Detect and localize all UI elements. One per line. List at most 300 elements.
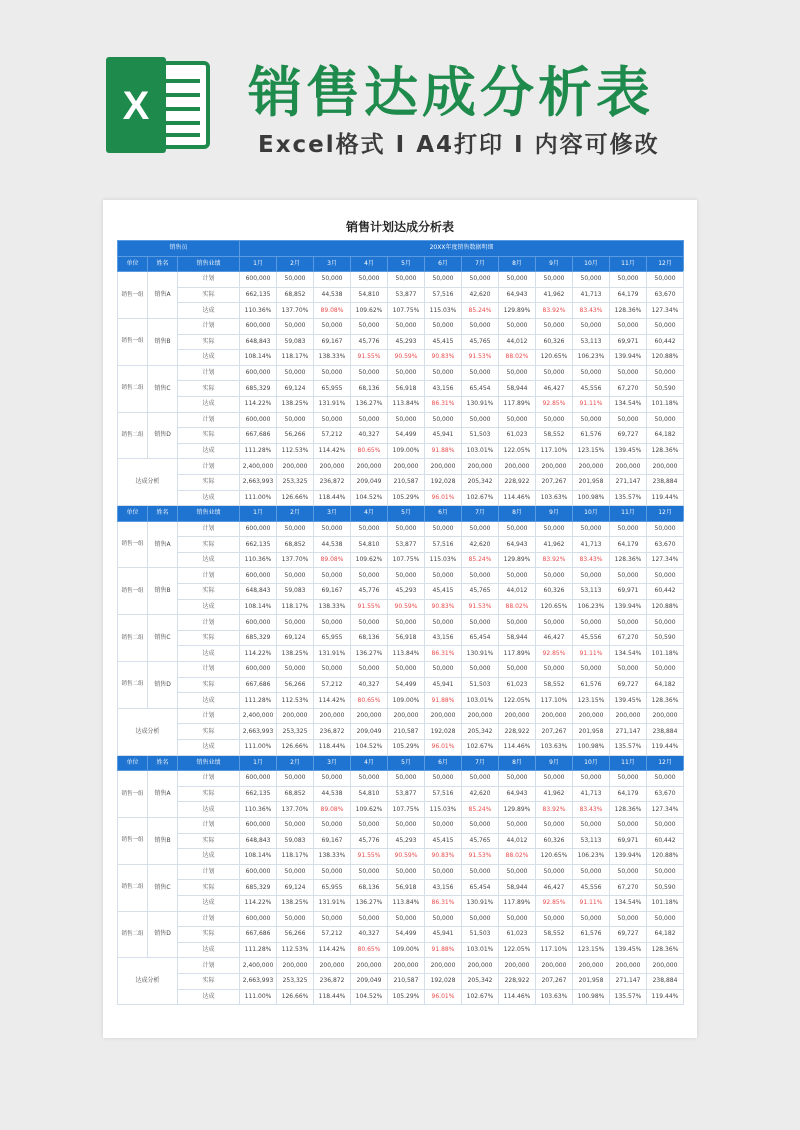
value-cell: 200,000 <box>573 958 610 974</box>
table-row <box>118 287 684 303</box>
value-cell: 54,810 <box>351 786 388 802</box>
achievement-cell: 111.00% <box>240 740 277 756</box>
achievement-cell: 96.01% <box>425 740 462 756</box>
achievement-cell: 100.98% <box>573 490 610 506</box>
value-cell: 210,587 <box>388 474 425 490</box>
value-cell: 50,000 <box>462 521 499 537</box>
metric-label: 实际 <box>178 630 240 646</box>
metric-label: 达成 <box>178 740 240 756</box>
value-cell: 68,136 <box>351 880 388 896</box>
value-cell: 50,000 <box>388 365 425 381</box>
value-cell: 201,958 <box>573 973 610 989</box>
table-row <box>118 989 684 1005</box>
metric-label: 计划 <box>178 521 240 537</box>
value-cell: 50,000 <box>462 771 499 787</box>
top-header-row <box>118 241 684 257</box>
value-cell: 68,136 <box>351 381 388 397</box>
achievement-cell: 126.66% <box>277 740 314 756</box>
value-cell: 200,000 <box>277 958 314 974</box>
value-cell: 50,000 <box>536 864 573 880</box>
name-cell: 销售D <box>148 662 178 709</box>
value-cell: 50,000 <box>573 864 610 880</box>
value-cell: 200,000 <box>351 708 388 724</box>
value-cell: 60,326 <box>536 833 573 849</box>
value-cell: 58,552 <box>536 677 573 693</box>
value-cell: 50,000 <box>536 817 573 833</box>
value-cell: 64,179 <box>610 786 647 802</box>
achievement-cell: 128.36% <box>610 802 647 818</box>
value-cell: 200,000 <box>351 958 388 974</box>
achievement-cell: 127.34% <box>647 552 684 568</box>
column-header: 1月 <box>240 755 277 771</box>
table-row <box>118 802 684 818</box>
column-header: 8月 <box>499 256 536 272</box>
achievement-cell: 135.57% <box>610 740 647 756</box>
value-cell: 46,427 <box>536 381 573 397</box>
value-cell: 50,000 <box>610 771 647 787</box>
value-cell: 57,516 <box>425 287 462 303</box>
unit-cell: 销售一组 <box>118 817 148 864</box>
achievement-cell: 86.31% <box>425 895 462 911</box>
achievement-cell: 117.89% <box>499 396 536 412</box>
value-cell: 56,918 <box>388 880 425 896</box>
value-cell: 600,000 <box>240 412 277 428</box>
value-cell: 50,000 <box>425 817 462 833</box>
column-header: 3月 <box>314 256 351 272</box>
table-row <box>118 599 684 615</box>
metric-label: 实际 <box>178 584 240 600</box>
value-cell: 201,958 <box>573 474 610 490</box>
achievement-cell: 119.44% <box>647 989 684 1005</box>
value-cell: 50,000 <box>647 662 684 678</box>
metric-label: 达成 <box>178 350 240 366</box>
achievement-cell: 91.53% <box>462 599 499 615</box>
achievement-cell: 136.27% <box>351 895 388 911</box>
name-cell: 销售A <box>148 272 178 319</box>
value-cell: 238,884 <box>647 474 684 490</box>
table-row <box>118 568 684 584</box>
value-cell: 600,000 <box>240 365 277 381</box>
value-cell: 50,000 <box>573 911 610 927</box>
value-cell: 662,135 <box>240 287 277 303</box>
achievement-cell: 120.88% <box>647 350 684 366</box>
value-cell: 45,415 <box>425 833 462 849</box>
metric-label: 实际 <box>178 724 240 740</box>
value-cell: 50,000 <box>277 318 314 334</box>
value-cell: 200,000 <box>647 708 684 724</box>
column-header: 11月 <box>610 755 647 771</box>
value-cell: 201,958 <box>573 724 610 740</box>
value-cell: 50,000 <box>499 771 536 787</box>
value-cell: 50,000 <box>314 662 351 678</box>
value-cell: 60,442 <box>647 334 684 350</box>
value-cell: 50,000 <box>573 817 610 833</box>
value-cell: 68,852 <box>277 537 314 553</box>
metric-label: 实际 <box>178 428 240 444</box>
value-cell: 200,000 <box>388 958 425 974</box>
name-cell: 销售C <box>148 864 178 911</box>
column-header: 销售业绩 <box>178 256 240 272</box>
table-row <box>118 880 684 896</box>
value-cell: 59,083 <box>277 833 314 849</box>
achievement-cell: 123.15% <box>573 942 610 958</box>
value-cell: 50,000 <box>573 662 610 678</box>
value-cell: 50,000 <box>314 521 351 537</box>
achievement-cell: 114.22% <box>240 646 277 662</box>
achievement-cell: 112.53% <box>277 942 314 958</box>
value-cell: 65,955 <box>314 880 351 896</box>
value-cell: 50,000 <box>499 365 536 381</box>
achievement-cell: 134.54% <box>610 646 647 662</box>
salesperson-header: 销售员 <box>118 241 240 257</box>
value-cell: 50,000 <box>425 365 462 381</box>
value-cell: 40,327 <box>351 428 388 444</box>
value-cell: 2,663,993 <box>240 973 277 989</box>
value-cell: 200,000 <box>314 958 351 974</box>
achievement-cell: 114.22% <box>240 895 277 911</box>
achievement-cell: 83.43% <box>573 552 610 568</box>
value-cell: 50,000 <box>462 272 499 288</box>
metric-label: 实际 <box>178 833 240 849</box>
value-cell: 58,944 <box>499 630 536 646</box>
achievement-cell: 130.91% <box>462 396 499 412</box>
value-cell: 200,000 <box>351 459 388 475</box>
value-cell: 50,000 <box>573 365 610 381</box>
value-cell: 50,000 <box>351 662 388 678</box>
value-cell: 192,028 <box>425 973 462 989</box>
value-cell: 50,000 <box>388 864 425 880</box>
column-header: 2月 <box>277 755 314 771</box>
value-cell: 50,000 <box>462 864 499 880</box>
svg-text:X: X <box>122 84 150 128</box>
table-row <box>118 677 684 693</box>
metric-label: 计划 <box>178 911 240 927</box>
column-header: 姓名 <box>148 755 178 771</box>
value-cell: 667,686 <box>240 677 277 693</box>
value-cell: 2,400,000 <box>240 459 277 475</box>
value-cell: 253,325 <box>277 724 314 740</box>
value-cell: 64,179 <box>610 537 647 553</box>
value-cell: 50,000 <box>314 771 351 787</box>
achievement-cell: 110.36% <box>240 303 277 319</box>
achievement-cell: 107.75% <box>388 802 425 818</box>
value-cell: 45,776 <box>351 334 388 350</box>
achievement-cell: 104.52% <box>351 989 388 1005</box>
table-row <box>118 833 684 849</box>
table-row <box>118 817 684 833</box>
achievement-cell: 135.57% <box>610 989 647 1005</box>
value-cell: 50,000 <box>425 771 462 787</box>
metric-label: 计划 <box>178 365 240 381</box>
value-cell: 2,400,000 <box>240 958 277 974</box>
achievement-cell: 130.91% <box>462 895 499 911</box>
achievement-cell: 102.67% <box>462 740 499 756</box>
value-cell: 271,147 <box>610 724 647 740</box>
value-cell: 600,000 <box>240 911 277 927</box>
achievement-cell: 90.59% <box>388 849 425 865</box>
column-header: 单位 <box>118 256 148 272</box>
metric-label: 达成 <box>178 303 240 319</box>
column-header: 7月 <box>462 506 499 522</box>
value-cell: 69,167 <box>314 584 351 600</box>
value-cell: 41,713 <box>573 537 610 553</box>
achievement-cell: 139.94% <box>610 849 647 865</box>
column-header: 单位 <box>118 506 148 522</box>
metric-label: 达成 <box>178 942 240 958</box>
value-cell: 50,000 <box>314 864 351 880</box>
value-cell: 200,000 <box>314 708 351 724</box>
value-cell: 50,000 <box>536 272 573 288</box>
achievement-cell: 119.44% <box>647 740 684 756</box>
value-cell: 45,293 <box>388 833 425 849</box>
value-cell: 667,686 <box>240 428 277 444</box>
value-cell: 50,000 <box>647 568 684 584</box>
achievement-cell: 128.36% <box>647 443 684 459</box>
metric-label: 计划 <box>178 459 240 475</box>
achievement-cell: 100.98% <box>573 740 610 756</box>
achievement-cell: 90.83% <box>425 849 462 865</box>
value-cell: 44,012 <box>499 833 536 849</box>
value-cell: 50,000 <box>536 615 573 631</box>
achievement-cell: 109.00% <box>388 942 425 958</box>
value-cell: 68,852 <box>277 786 314 802</box>
value-cell: 50,000 <box>610 365 647 381</box>
metric-label: 实际 <box>178 927 240 943</box>
value-cell: 50,000 <box>462 318 499 334</box>
value-cell: 43,156 <box>425 381 462 397</box>
achievement-cell: 105.29% <box>388 989 425 1005</box>
value-cell: 50,000 <box>499 272 536 288</box>
value-cell: 65,454 <box>462 630 499 646</box>
value-cell: 667,686 <box>240 927 277 943</box>
value-cell: 50,000 <box>536 318 573 334</box>
value-cell: 236,872 <box>314 474 351 490</box>
metric-label: 达成 <box>178 646 240 662</box>
achievement-cell: 92.85% <box>536 396 573 412</box>
value-cell: 600,000 <box>240 817 277 833</box>
value-cell: 50,000 <box>610 568 647 584</box>
table-row <box>118 646 684 662</box>
value-cell: 57,516 <box>425 537 462 553</box>
achievement-cell: 104.52% <box>351 490 388 506</box>
value-cell: 662,135 <box>240 786 277 802</box>
table-row <box>118 724 684 740</box>
achievement-cell: 113.84% <box>388 396 425 412</box>
value-cell: 50,000 <box>499 864 536 880</box>
achievement-cell: 108.14% <box>240 599 277 615</box>
achievement-cell: 103.01% <box>462 443 499 459</box>
value-cell: 61,023 <box>499 428 536 444</box>
table-row <box>118 474 684 490</box>
summary-label-cell: 达成分析 <box>118 708 178 755</box>
value-cell: 192,028 <box>425 724 462 740</box>
metric-label: 计划 <box>178 615 240 631</box>
value-cell: 50,000 <box>425 662 462 678</box>
achievement-cell: 96.01% <box>425 989 462 1005</box>
value-cell: 50,000 <box>647 272 684 288</box>
value-cell: 50,000 <box>573 521 610 537</box>
value-cell: 600,000 <box>240 864 277 880</box>
achievement-cell: 100.98% <box>573 989 610 1005</box>
achievement-cell: 101.18% <box>647 646 684 662</box>
value-cell: 46,427 <box>536 630 573 646</box>
achievement-cell: 118.44% <box>314 740 351 756</box>
table-row <box>118 459 684 475</box>
metric-label: 计划 <box>178 708 240 724</box>
column-header: 10月 <box>573 256 610 272</box>
achievement-cell: 112.53% <box>277 693 314 709</box>
value-cell: 50,000 <box>499 662 536 678</box>
metric-label: 实际 <box>178 381 240 397</box>
achievement-cell: 120.65% <box>536 849 573 865</box>
value-cell: 50,000 <box>462 615 499 631</box>
value-cell: 64,182 <box>647 428 684 444</box>
value-cell: 648,843 <box>240 584 277 600</box>
value-cell: 45,941 <box>425 428 462 444</box>
achievement-cell: 115.03% <box>425 552 462 568</box>
value-cell: 238,884 <box>647 973 684 989</box>
achievement-cell: 88.02% <box>499 350 536 366</box>
achievement-cell: 126.66% <box>277 989 314 1005</box>
value-cell: 61,023 <box>499 927 536 943</box>
achievement-cell: 105.29% <box>388 740 425 756</box>
value-cell: 200,000 <box>425 708 462 724</box>
column-header: 7月 <box>462 256 499 272</box>
achievement-cell: 139.45% <box>610 942 647 958</box>
table-row <box>118 662 684 678</box>
value-cell: 207,267 <box>536 474 573 490</box>
table-row <box>118 303 684 319</box>
value-cell: 50,000 <box>314 365 351 381</box>
value-cell: 200,000 <box>277 708 314 724</box>
summary-label-cell: 达成分析 <box>118 958 178 1005</box>
value-cell: 41,962 <box>536 537 573 553</box>
value-cell: 45,776 <box>351 584 388 600</box>
value-cell: 50,000 <box>499 817 536 833</box>
value-cell: 50,000 <box>277 662 314 678</box>
achievement-cell: 83.43% <box>573 303 610 319</box>
value-cell: 57,516 <box>425 786 462 802</box>
value-cell: 50,000 <box>314 412 351 428</box>
achievement-cell: 83.92% <box>536 552 573 568</box>
column-header-row <box>118 755 684 771</box>
value-cell: 50,000 <box>351 365 388 381</box>
achievement-cell: 91.11% <box>573 396 610 412</box>
value-cell: 40,327 <box>351 927 388 943</box>
table-row <box>118 584 684 600</box>
column-header: 12月 <box>647 506 684 522</box>
value-cell: 59,083 <box>277 584 314 600</box>
value-cell: 50,000 <box>499 911 536 927</box>
value-cell: 63,670 <box>647 287 684 303</box>
value-cell: 69,727 <box>610 677 647 693</box>
value-cell: 69,124 <box>277 630 314 646</box>
column-header: 4月 <box>351 256 388 272</box>
value-cell: 69,167 <box>314 334 351 350</box>
value-cell: 236,872 <box>314 724 351 740</box>
unit-cell: 销售二组 <box>118 911 148 958</box>
value-cell: 45,765 <box>462 334 499 350</box>
value-cell: 200,000 <box>610 708 647 724</box>
metric-label: 达成 <box>178 490 240 506</box>
value-cell: 65,454 <box>462 880 499 896</box>
metric-label: 计划 <box>178 318 240 334</box>
metric-label: 实际 <box>178 334 240 350</box>
achievement-cell: 139.45% <box>610 443 647 459</box>
achievement-cell: 138.25% <box>277 895 314 911</box>
value-cell: 200,000 <box>462 708 499 724</box>
value-cell: 50,000 <box>425 568 462 584</box>
metric-label: 实际 <box>178 880 240 896</box>
metric-label: 达成 <box>178 396 240 412</box>
achievement-cell: 111.00% <box>240 989 277 1005</box>
value-cell: 210,587 <box>388 724 425 740</box>
value-cell: 53,113 <box>573 833 610 849</box>
value-cell: 207,267 <box>536 973 573 989</box>
achievement-cell: 91.88% <box>425 942 462 958</box>
achievement-cell: 135.57% <box>610 490 647 506</box>
value-cell: 53,113 <box>573 584 610 600</box>
achievement-cell: 103.01% <box>462 693 499 709</box>
table-row <box>118 537 684 553</box>
achievement-cell: 114.46% <box>499 989 536 1005</box>
value-cell: 200,000 <box>277 459 314 475</box>
value-cell: 63,670 <box>647 786 684 802</box>
banner-subtitle: Excel格式 I A4打印 I 内容可修改 <box>258 132 660 158</box>
metric-label: 达成 <box>178 849 240 865</box>
column-header: 1月 <box>240 506 277 522</box>
value-cell: 44,538 <box>314 287 351 303</box>
achievement-cell: 114.46% <box>499 490 536 506</box>
achievement-cell: 138.25% <box>277 396 314 412</box>
column-header-row <box>118 506 684 522</box>
table-row <box>118 615 684 631</box>
achievement-cell: 138.33% <box>314 350 351 366</box>
achievement-cell: 139.45% <box>610 693 647 709</box>
value-cell: 50,000 <box>573 272 610 288</box>
value-cell: 45,415 <box>425 334 462 350</box>
value-cell: 45,415 <box>425 584 462 600</box>
achievement-cell: 131.91% <box>314 895 351 911</box>
achievement-cell: 102.67% <box>462 989 499 1005</box>
value-cell: 210,587 <box>388 973 425 989</box>
value-cell: 50,000 <box>610 864 647 880</box>
achievement-cell: 111.28% <box>240 942 277 958</box>
value-cell: 69,124 <box>277 381 314 397</box>
value-cell: 50,000 <box>573 615 610 631</box>
column-header: 9月 <box>536 755 573 771</box>
value-cell: 43,156 <box>425 880 462 896</box>
achievement-cell: 136.27% <box>351 396 388 412</box>
metric-label: 达成 <box>178 552 240 568</box>
value-cell: 64,943 <box>499 786 536 802</box>
metric-label: 计划 <box>178 412 240 428</box>
unit-cell: 销售二组 <box>118 615 148 662</box>
metric-label: 达成 <box>178 802 240 818</box>
value-cell: 50,000 <box>351 272 388 288</box>
value-cell: 50,000 <box>277 412 314 428</box>
value-cell: 50,000 <box>647 318 684 334</box>
achievement-cell: 114.46% <box>499 740 536 756</box>
column-header: 5月 <box>388 506 425 522</box>
achievement-cell: 90.59% <box>388 350 425 366</box>
column-header: 5月 <box>388 256 425 272</box>
value-cell: 236,872 <box>314 973 351 989</box>
achievement-cell: 108.14% <box>240 849 277 865</box>
table-row <box>118 381 684 397</box>
value-cell: 40,327 <box>351 677 388 693</box>
table-row <box>118 334 684 350</box>
